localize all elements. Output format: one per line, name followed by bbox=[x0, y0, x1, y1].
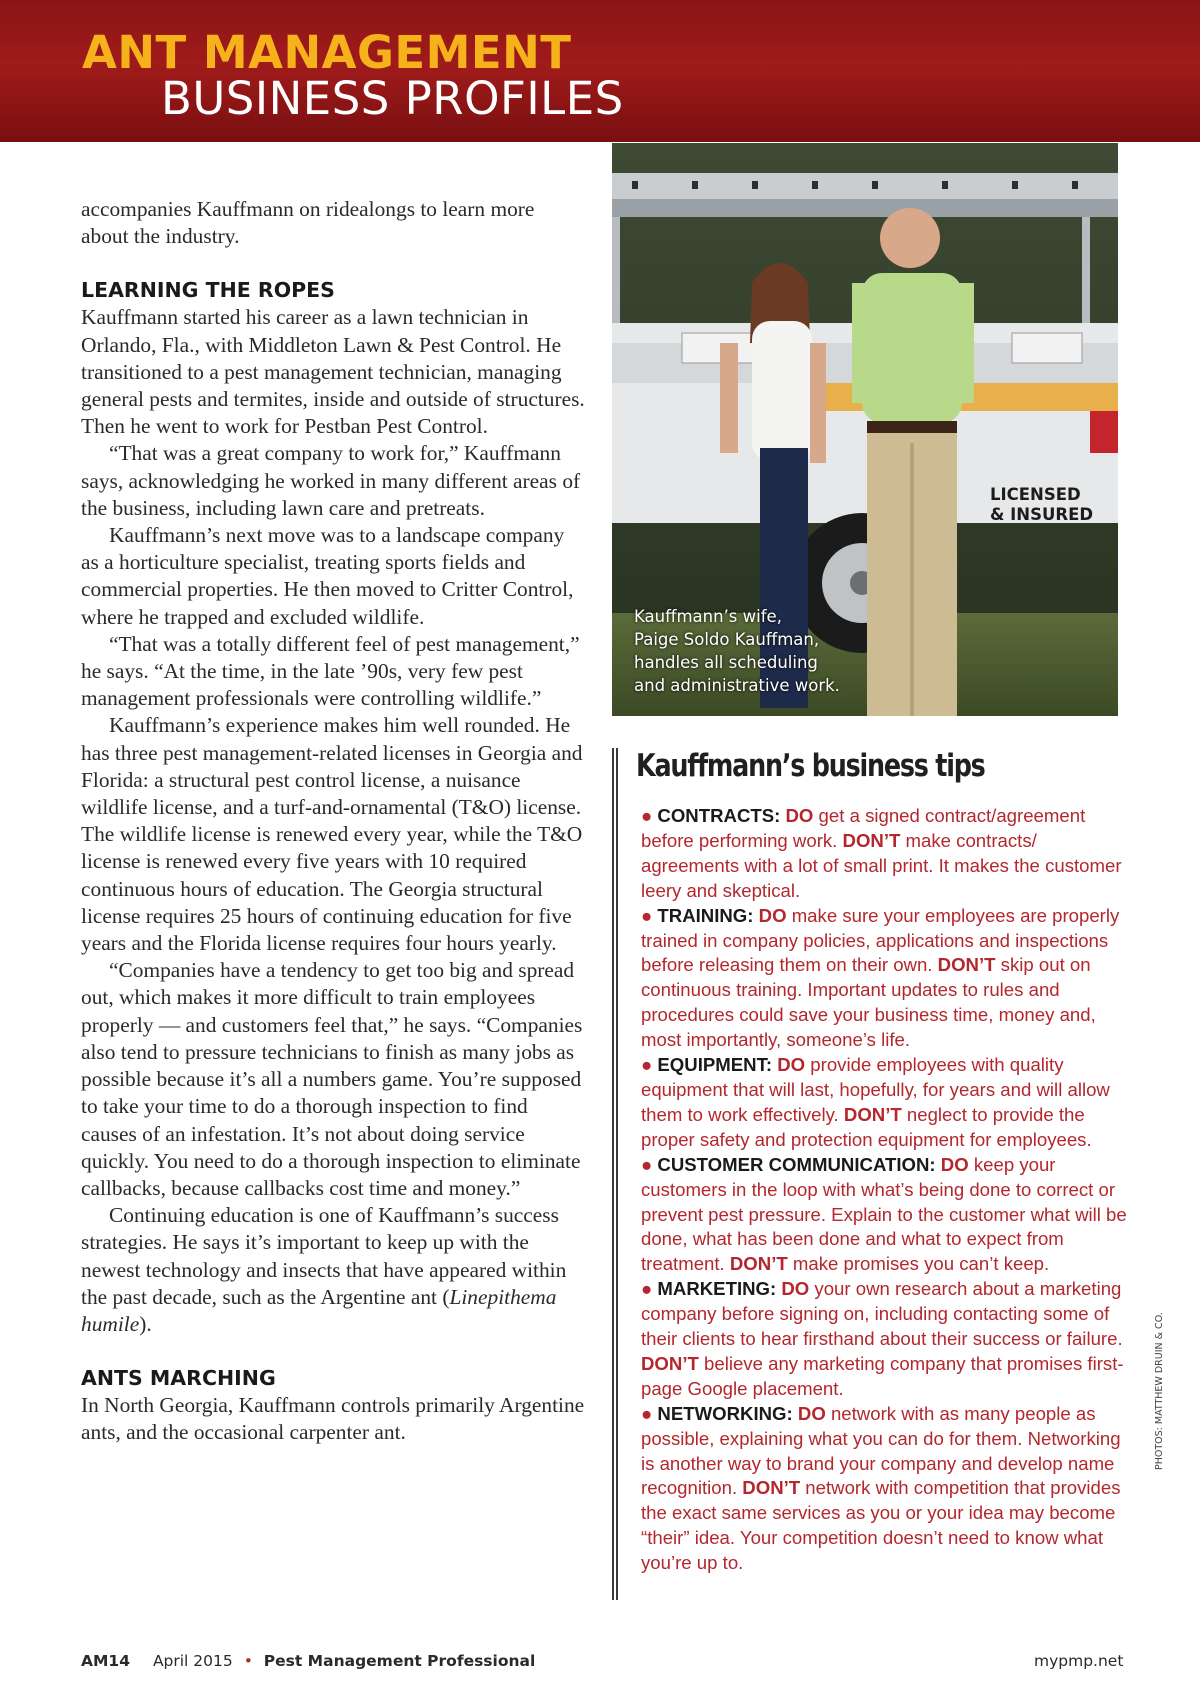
tip-key: MARKETING: bbox=[657, 1278, 777, 1300]
article-paragraph: Kauffmann’s experience makes him well rounded. He has three pest management-related licenses in Georgia and Florida: a structural pest control license, a nuisance wildlife license, and a turf-and-ornamental (T&O) license. The wildlife license is renewed every year, while the T&O license is renewed every five years with 10 required continuous hours of education. The Georgia structural license requires 25 hours of continuing education for five years and the Florida license requires four hours yearly. bbox=[81, 713, 583, 956]
tip-dont-text: make promises you can’t keep. bbox=[787, 1253, 1050, 1275]
header-title: ANT MANAGEMENT bbox=[82, 26, 572, 79]
section-heading-ants-marching: ANTS MARCHING bbox=[81, 1366, 276, 1391]
tip-item: ● TRAINING: DO make sure your employees are properly trained in company policies, applications and inspections before releasing them on their own. DON’T skip out on continuous training. Important updates to rules and procedures could save your business time, money and, most importantly, someone’s life. bbox=[641, 904, 1120, 1051]
tip-item: ● CONTRACTS: DO get a signed contract/agreement before performing work. DON’T make contracts/ agreements with a lot of small print. It makes the customer leery and skeptical. bbox=[641, 805, 1122, 901]
tip-dont: DON’T bbox=[641, 1352, 699, 1374]
article-paragraph: Kauffmann’s next move was to a landscape company as a horticulture specialist, treating sports fields and commercial properties. He then moved to Critter Control, where he trapped and excluded wildlife. bbox=[81, 523, 574, 629]
tip-dont: DON’T bbox=[843, 1103, 902, 1125]
tip-dont: DON’T bbox=[729, 1253, 788, 1275]
tip-item: ● NETWORKING: DO network with as many people as possible, explaining what you can do for them. Networking is another way to brand your company and develop name recognition. DON’T network with competition that provides the exact same services as you or your idea may become “their” idea. Your competition doesn’t need to know what you’re up to. bbox=[641, 1402, 1121, 1574]
tip-do-text: provide employees with quality equipment that will last, hopefully, for years and will allow them to work effectively. bbox=[641, 1054, 1110, 1125]
kauffmann-photo bbox=[612, 143, 1118, 716]
photo-caption bbox=[634, 605, 840, 697]
tip-do: DO bbox=[797, 1402, 826, 1424]
article-paragraph: In North Georgia, Kauffmann controls primarily Argentine ants, and the occasional carpenter ant. bbox=[81, 1393, 585, 1445]
tip-key: CONTRACTS: bbox=[657, 805, 781, 826]
truck-sign-line: LICENSED bbox=[990, 485, 1081, 504]
tip-dont: DON’T bbox=[742, 1477, 801, 1499]
article-left-column bbox=[81, 196, 586, 1447]
tip-item: ● EQUIPMENT: DO provide employees with quality equipment that will last, hopefully, for years and will allow them to work effectively. DON’T neglect to provide the proper safety and protection equipment for employees. bbox=[641, 1054, 1110, 1150]
article-paragraph: Kauffmann started his career as a lawn technician in Orlando, Fla., with Middleton Lawn & Pest Control. He transitioned to a pest management technician, managing general pests and termites, inside and outside of structures. Then he went to work for Pestban Pest Control. bbox=[81, 305, 585, 439]
tips-list bbox=[641, 804, 1131, 1576]
tip-do-text: make sure your employees are properly trained in company policies, applications and inspections before releasing them on their own. bbox=[641, 904, 1120, 976]
publication-name: Pest Management Professional bbox=[263, 1652, 536, 1670]
footer-url[interactable]: mypmp.net bbox=[1034, 1652, 1124, 1670]
caption-line: and administrative work. bbox=[634, 676, 840, 695]
tip-dont-text: make contracts/ agreements with a lot of small print. It makes the customer leery and skeptical. bbox=[641, 829, 1122, 901]
tip-do: DO bbox=[785, 805, 814, 826]
tip-do: DO bbox=[777, 1054, 806, 1076]
footer-bullet: • bbox=[243, 1652, 253, 1670]
tip-dont-text: neglect to provide the proper safety and protection equipment for employees. bbox=[641, 1103, 1092, 1150]
article-paragraph: “Companies have a tendency to get too big and spread out, which makes it more difficult to train employees properly — and customers feel that,” he says. “Companies also tend to pressure technicians to finish as many jobs as possible because it’s all a numbers game. You’re supposed to take your time to do a thorough inspection to find causes of an infestation. It’s not about doing service quickly. You need to do a thorough inspection to eliminate callbacks, because callbacks cost time and money.” bbox=[81, 958, 583, 1200]
caption-line: Kauffmann’s wife, bbox=[634, 607, 782, 626]
header-subtitle: BUSINESS PROFILES bbox=[161, 72, 624, 125]
tip-do: DO bbox=[781, 1278, 810, 1300]
tip-dont-text: skip out on continuous training. Important updates to rules and procedures could save your business time, money and, most importantly, someone’s life. bbox=[641, 954, 1096, 1051]
caption-line: handles all scheduling bbox=[634, 653, 818, 672]
intro-paragraph: accompanies Kauffmann on ridealongs to learn more about the industry. bbox=[81, 197, 535, 249]
article-paragraph bbox=[81, 1202, 586, 1338]
truck-sign-line: & INSURED bbox=[990, 505, 1094, 524]
article-paragraph: “That was a great company to work for,” Kauffmann says, acknowledging he worked in many different areas of the business, including lawn care and pretreats. bbox=[81, 441, 581, 520]
business-tips-box bbox=[612, 748, 1128, 1600]
tip-dont-text: believe any marketing company that promises first-page Google placement. bbox=[641, 1352, 1124, 1399]
tip-do-text: get a signed contract/agreement before performing work. bbox=[641, 805, 1086, 851]
issue-date: April 2015 bbox=[152, 1652, 233, 1670]
section-heading-learning: LEARNING THE ROPES bbox=[81, 278, 335, 303]
tip-do-text: your own research about a marketing company before signing on, including contacting some of their clients to hear firsthand about their success or failure. bbox=[641, 1278, 1123, 1350]
tip-do-text: network with as many people as possible, explaining what you can do for them. Networking is another way to brand your company and develop name recognition. bbox=[641, 1402, 1121, 1499]
page-number: AM14 bbox=[81, 1652, 130, 1670]
tip-dont: DON’T bbox=[937, 954, 996, 976]
article-paragraph: “That was a totally different feel of pest management,” he says. “At the time, in the late ’90s, very few pest management professionals were controlling wildlife.” bbox=[81, 631, 580, 711]
species-name: Linepithema humile bbox=[81, 1284, 557, 1336]
tip-key: EQUIPMENT: bbox=[657, 1054, 773, 1076]
tip-do: DO bbox=[758, 904, 787, 926]
paragraph-text: Continuing education is one of Kauffmann’s success strategies. He says it’s important to keep up with the newest technology and insects that have appeared within the past decade, such as the Argentine ant ( bbox=[81, 1203, 567, 1309]
truck-sign bbox=[990, 485, 1093, 525]
caption-line: Paige Soldo Kauffman, bbox=[634, 630, 820, 649]
tip-item: ● CUSTOMER COMMUNICATION: DO keep your customers in the loop with what’s being done to correct or prevent pest pressure. Explain to the customer what will be done, what has been done and what to expect from treatment. DON’T make promises you can’t keep. bbox=[641, 1153, 1127, 1275]
tip-do: DO bbox=[940, 1153, 969, 1175]
tips-title: Kauffmann’s business tips bbox=[636, 748, 985, 784]
photo-credit: PHOTOS: MATTHEW DRUIN & CO. bbox=[1154, 1312, 1165, 1470]
tip-key: NETWORKING: bbox=[657, 1402, 793, 1424]
tip-key: TRAINING: bbox=[657, 904, 754, 926]
tip-item: ● MARKETING: DO your own research about a marketing company before signing on, including contacting some of their clients to hear firsthand about their success or failure. DON’T believe any marketing company that promises first-page Google placement. bbox=[641, 1278, 1124, 1399]
paragraph-close: ). bbox=[139, 1311, 152, 1336]
header-banner bbox=[0, 0, 1200, 142]
tip-dont: DON’T bbox=[842, 829, 901, 851]
tip-do-text: keep your customers in the loop with what’s being done to correct or prevent pest pressure. Explain to the customer what will be done, what has been done and what to expect from treatment. bbox=[641, 1153, 1127, 1275]
tip-key: CUSTOMER COMMUNICATION: bbox=[657, 1153, 936, 1175]
footer-left bbox=[81, 1652, 535, 1670]
tip-dont-text: network with competition that provides the exact same services as you or your idea may become “their” idea. Your competition doesn’t need to know what you’re up to. bbox=[641, 1477, 1121, 1574]
